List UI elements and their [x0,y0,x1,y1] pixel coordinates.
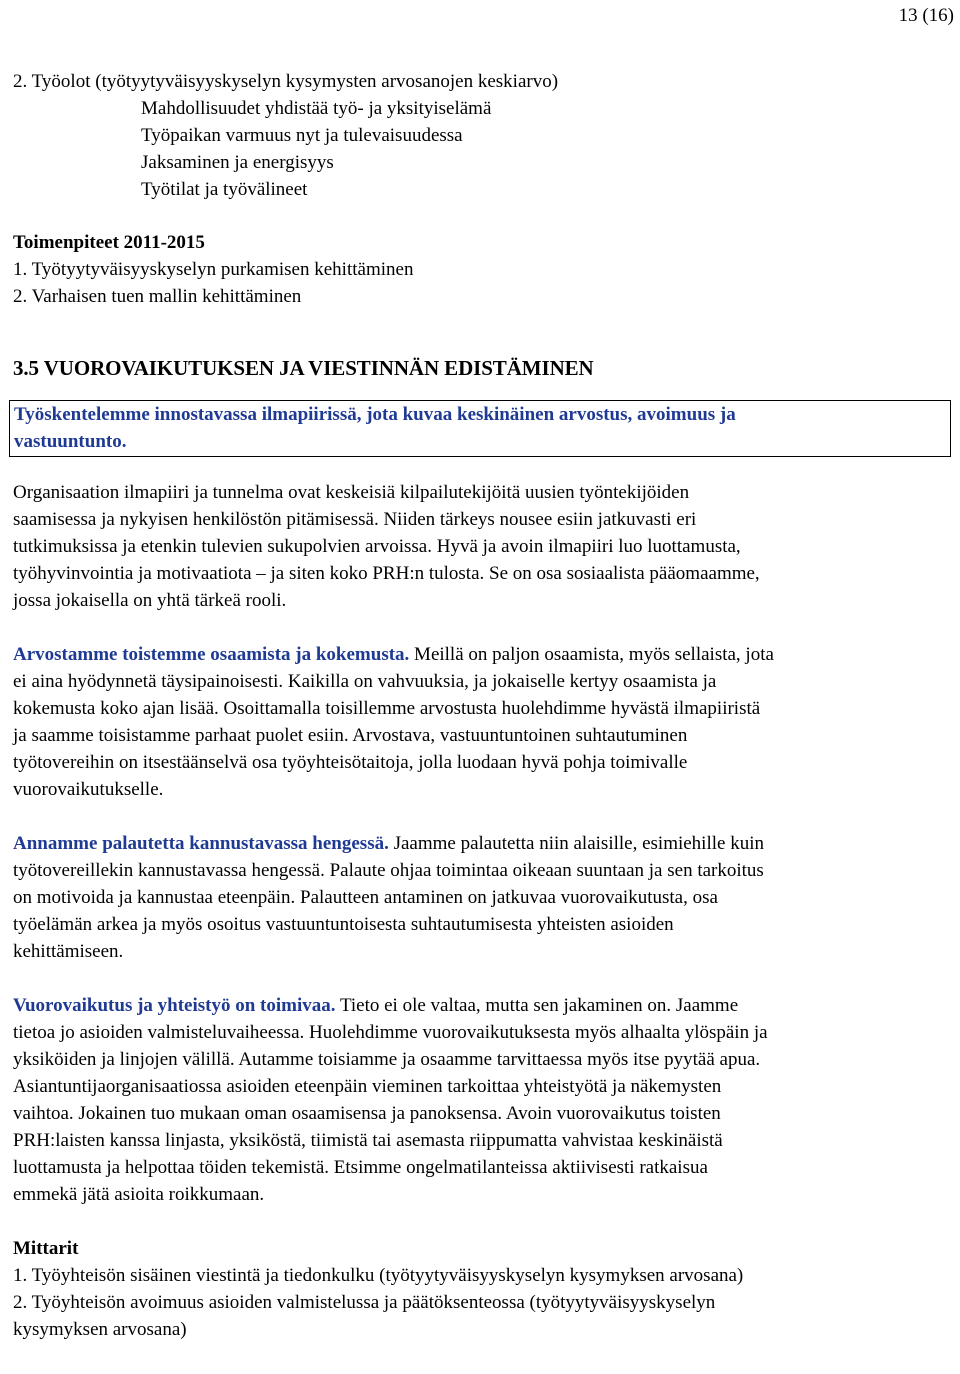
paragraph-line: kehittämiseen. [13,941,124,962]
paragraph-lead-rest: Meillä on paljon osaamista, myös sellaista, jota [409,644,774,665]
paragraph-line: ja saamme toisistamme parhaat puolet esiin. Arvostava, vastuuntuntoinen suhtautuminen [13,725,688,746]
highlight-line: Työskentelemme innostavassa ilmapiirissä, jota kuvaa keskinäinen arvostus, avoimuus ja [14,404,736,425]
paragraph-line: työelämän arkea ja myös osoitus vastuuntuntoisesta suhtautumisesta yhteisten asioiden [13,914,674,935]
paragraph-feedback [13,830,953,965]
paragraph-line: yksiköiden ja linjojen välillä. Autamme toisiamme ja osaamme tarvittaessa myös itse pyytää apua. [13,1049,761,1070]
metrics-item: 2. Työyhteisön avoimuus asioiden valmistelussa ja päätöksenteossa (työtyytyväisyyskyselyn [13,1292,716,1313]
paragraph-line: kokemusta koko ajan lisää. Osoittamalla toisillemme arvostusta huolehdimme hyvästä ilmapiiristä [13,698,761,719]
highlight-line: vastuuntunto. [14,431,127,452]
paragraph-line: työtovereillekin kannustavassa hengessä. Palaute ohjaa toimintaa oikeaan suuntaan ja sen tarkoitus [13,860,764,881]
measures-item: 2. Varhaisen tuen mallin kehittäminen [13,286,302,307]
section2-title: 2. Työolot (työtyytyväisyyskyselyn kysymysten arvosanojen keskiarvo) [13,71,559,92]
measures-title: Toimenpiteet 2011-2015 [13,232,205,253]
paragraph-line: työtovereihin on itsestäänselvä osa työyhteisötaitoja, jolla luodaan hyvä pohja toimivalle [13,752,688,773]
metrics-item: kysymyksen arvosana) [13,1319,187,1340]
section2-block [13,68,953,203]
paragraph-lead: Annamme palautetta kannustavassa hengessä. [13,833,389,854]
paragraph-line: PRH:laisten kanssa linjasta, yksiköstä, tiimistä tai asemasta riippumatta vahvistaa keskinäistä [13,1130,723,1151]
metrics-title: Mittarit [13,1238,79,1259]
paragraph-line: vuorovaikutukselle. [13,779,164,800]
metrics-block [13,1235,953,1343]
paragraph-lead: Vuorovaikutus ja yhteistyö on toimivaa. [13,995,336,1016]
paragraph-lead: Arvostamme toistemme osaamista ja kokemusta. [13,644,410,665]
paragraph-line: emmekä jätä asioita roikkumaan. [13,1184,265,1205]
document-body [13,68,953,1343]
measures-item: 1. Työtyytyväisyyskyselyn purkamisen kehittäminen [13,259,414,280]
paragraph-line [13,830,953,857]
measures-block [13,229,953,310]
section2-item: Työtilat ja työvälineet [141,179,308,200]
paragraph-lead-rest: Tieto ei ole valtaa, mutta sen jakaminen on. Jaamme [335,995,739,1016]
paragraph-line: Asiantuntijaorganisaatiossa asioiden eteenpäin vieminen tarkoittaa yhteistyötä ja näkemysten [13,1076,722,1097]
paragraph-line: jossa jokaisella on yhtä tärkeä rooli. [13,590,287,611]
paragraph-lead-rest: Jaamme palautetta niin alaisille, esimiehille kuin [388,833,764,854]
paragraph-cooperation [13,992,953,1208]
paragraph-line: tietoa jo asioiden valmisteluvaiheessa. Huolehdimme vuorovaikutuksesta myös alhaalta ylöspäin ja [13,1022,768,1043]
paragraph-line: saamisessa ja nykyisen henkilöstön pitämisessä. Niiden tärkeys nousee esiin jatkuvasti eri [13,509,697,530]
paragraph-line: tutkimuksissa ja etenkin tulevien sukupolvien arvoissa. Hyvä ja avoin ilmapiiri luo luottamusta, [13,536,741,557]
paragraph-line [13,641,953,668]
paragraph-line: luottamusta ja helpottaa töiden tekemistä. Etsimme ongelmatilanteissa aktiivisesti ratkaisua [13,1157,708,1178]
paragraph-line: on motivoida ja kannustaa eteenpäin. Palautteen antaminen on jatkuvaa vuorovaikutusta, osa [13,887,718,908]
paragraph-line: Organisaation ilmapiiri ja tunnelma ovat keskeisiä kilpailutekijöitä uusien työntekijöiden [13,482,690,503]
paragraph-line: työhyvinvointia ja motivaatiota – ja siten koko PRH:n tulosta. Se on osa sosiaalista pääomaamme, [13,563,760,584]
paragraph-line [13,992,953,1019]
paragraph-line: ei aina hyödynnetä täysipainoisesti. Kaikilla on vahvuuksia, ja jokaiselle kertyy osaamista ja [13,671,717,692]
page-number: 13 (16) [898,5,954,26]
highlight-box [9,400,951,457]
paragraph-intro [13,479,953,614]
section2-item: Mahdollisuudet yhdistää työ- ja yksityiselämä [141,98,492,119]
section-heading: 3.5 VUOROVAIKUTUKSEN JA VIESTINNÄN EDISTÄMINEN [13,356,594,380]
paragraph-appreciation [13,641,953,803]
section2-item: Työpaikan varmuus nyt ja tulevaisuudessa [141,125,463,146]
section2-item: Jaksaminen ja energisyys [141,152,334,173]
metrics-item: 1. Työyhteisön sisäinen viestintä ja tiedonkulku (työtyytyväisyyskyselyn kysymyksen arvosana) [13,1265,744,1286]
paragraph-line: vaihtoa. Jokainen tuo mukaan oman osaamisensa ja panoksensa. Avoin vuorovaikutus toisten [13,1103,721,1124]
